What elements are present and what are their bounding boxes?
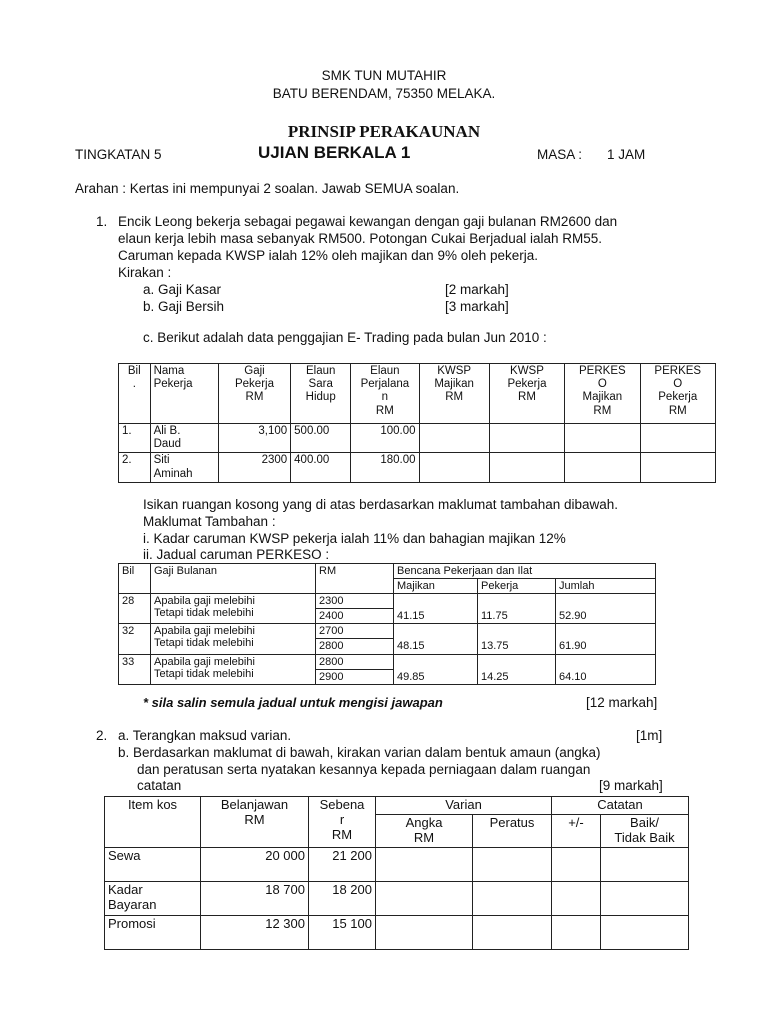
perkeso-header-pekerja: Pekerja xyxy=(478,579,556,594)
variance-item: Sewa xyxy=(105,847,201,881)
perkeso-pekerja: 14.25 xyxy=(478,654,556,684)
variance-header-sign: +/- xyxy=(552,814,601,847)
variance-item: Promosi xyxy=(105,915,201,949)
variance-header-item: Item kos xyxy=(105,797,201,848)
q1-a-marks: [2 markah] xyxy=(445,282,509,297)
payroll-header-kwsp-majikan: KWSP Majikan RM xyxy=(419,364,489,424)
subject-title: PRINSIP PERAKAUNAN xyxy=(287,122,481,141)
variance-sign-cell xyxy=(552,881,601,915)
payroll-header-perkeso-majikan: PERKES O Majikan RM xyxy=(565,364,640,424)
q1-after-line-2: Maklumat Tambahan : xyxy=(143,514,276,529)
time-label: MASA : xyxy=(537,147,583,162)
table-row xyxy=(119,594,656,609)
time-value: 1 JAM xyxy=(607,147,646,162)
q1-note-marks: [12 markah] xyxy=(586,695,658,710)
variance-header-baik: Baik/ Tidak Baik xyxy=(601,814,689,847)
variance-header-catatan: Catatan xyxy=(552,797,689,815)
perkeso-rm-to: 2900 xyxy=(316,669,394,684)
payroll-cell: Siti Aminah xyxy=(150,453,218,482)
variance-baik-cell xyxy=(601,847,689,881)
payroll-header-kwsp-pekerja: KWSP Pekerja RM xyxy=(489,364,564,424)
perkeso-gaji-cell xyxy=(151,654,316,684)
payroll-cell: 2. xyxy=(119,453,151,482)
perkeso-header-jumlah: Jumlah xyxy=(556,579,656,594)
perkeso-gaji-line-1: Apabila gaji melebihi xyxy=(154,595,255,608)
variance-peratus-cell xyxy=(473,881,552,915)
variance-header-peratus: Peratus xyxy=(473,814,552,847)
variance-sebenar: 21 200 xyxy=(309,847,376,881)
q1-line-3: Caruman kepada KWSP ialah 12% oleh majikan dan 9% oleh pekerja. xyxy=(118,248,539,263)
perkeso-gaji-line-1: Apabila gaji melebihi xyxy=(154,655,255,668)
perkeso-gaji-line-2: Tetapi tidak melebihi xyxy=(154,637,254,650)
payroll-cell: 100.00 xyxy=(351,424,419,453)
perkeso-bil: 32 xyxy=(119,624,151,654)
q1-line-2: elaun kerja lebih masa sebanyak RM500. Potongan Cukai Berjadual ialah RM55. xyxy=(118,231,603,246)
perkeso-jumlah: 61.90 xyxy=(556,624,656,654)
variance-peratus-cell xyxy=(473,915,552,949)
perkeso-header-bencana: Bencana Pekerjaan dan Ilat xyxy=(394,564,656,579)
exam-title: UJIAN BERKALA 1 xyxy=(258,143,411,162)
table-row xyxy=(119,654,656,669)
payroll-cell: 1. xyxy=(119,424,151,453)
variance-angka-cell xyxy=(376,847,473,881)
q2-b-line-3: catatan xyxy=(137,778,182,793)
variance-angka-cell xyxy=(376,881,473,915)
variance-sign-cell xyxy=(552,847,601,881)
q1-after-line-3: i. Kadar caruman KWSP pekerja ialah 11% dan bahagian majikan 12% xyxy=(143,531,566,546)
perkeso-jumlah: 64.10 xyxy=(556,654,656,684)
perkeso-majikan: 41.15 xyxy=(394,594,478,624)
q2-a-text: a. Terangkan maksud varian. xyxy=(118,728,292,743)
q2-b-marks: [9 markah] xyxy=(599,778,663,793)
perkeso-rm-from: 2700 xyxy=(316,624,394,639)
variance-item: Kadar Bayaran xyxy=(105,881,201,915)
payroll-header-perkeso-pekerja: PERKES O Pekerja RM xyxy=(640,364,715,424)
table-row xyxy=(105,881,689,915)
payroll-cell: Ali B. Daud xyxy=(150,424,218,453)
payroll-header-bil: Bil . xyxy=(119,364,151,424)
variance-angka-cell xyxy=(376,915,473,949)
table-row xyxy=(105,847,689,881)
payroll-cell xyxy=(489,453,564,482)
variance-sebenar: 18 200 xyxy=(309,881,376,915)
school-name: SMK TUN MUTAHIR xyxy=(321,68,447,83)
form-label: TINGKATAN 5 xyxy=(75,147,162,162)
variance-header-varian: Varian xyxy=(376,797,552,815)
q1-after-line-1: Isikan ruangan kosong yang di atas berdasarkan maklumat tambahan dibawah. xyxy=(143,497,619,512)
table-row xyxy=(119,424,716,453)
q1-after-line-4: ii. Jadual caruman PERKESO : xyxy=(143,547,330,562)
school-address: BATU BERENDAM, 75350 MELAKA. xyxy=(272,86,496,101)
table-row xyxy=(105,915,689,949)
q1-b-label: b. Gaji Bersih xyxy=(143,299,225,314)
perkeso-rm-to: 2800 xyxy=(316,639,394,654)
payroll-cell xyxy=(419,453,489,482)
variance-sebenar: 15 100 xyxy=(309,915,376,949)
payroll-header-gaji: Gaji Pekerja RM xyxy=(218,364,290,424)
perkeso-rm-from: 2300 xyxy=(316,594,394,609)
variance-table xyxy=(104,796,689,950)
q2-number: 2. xyxy=(96,728,108,743)
perkeso-pekerja: 13.75 xyxy=(478,624,556,654)
perkeso-header-majikan: Majikan xyxy=(394,579,478,594)
perkeso-table xyxy=(118,563,656,685)
table-row xyxy=(119,624,656,639)
payroll-cell xyxy=(640,424,715,453)
q2-a-marks: [1m] xyxy=(636,728,663,743)
perkeso-gaji-cell xyxy=(151,594,316,624)
perkeso-gaji-line-2: Tetapi tidak melebihi xyxy=(154,607,254,620)
perkeso-gaji-line-1: Apabila gaji melebihi xyxy=(154,625,255,638)
q1-a-label: a. Gaji Kasar xyxy=(143,282,222,297)
q2-b-line-1: b. Berdasarkan maklumat di bawah, kirakan varian dalam bentuk amaun (angka) xyxy=(118,745,601,760)
variance-belanjawan: 18 700 xyxy=(201,881,309,915)
variance-belanjawan: 12 300 xyxy=(201,915,309,949)
q1-line-4: Kirakan : xyxy=(118,265,172,280)
q1-c-label: c. Berikut adalah data penggajian E- Trading pada bulan Jun 2010 : xyxy=(143,330,547,345)
payroll-header-nama: Nama Pekerja xyxy=(150,364,218,424)
payroll-cell: 180.00 xyxy=(351,453,419,482)
payroll-cell xyxy=(419,424,489,453)
variance-header-belanjawan: Belanjawan RM xyxy=(201,797,309,848)
payroll-table xyxy=(118,363,716,483)
q1-line-1: Encik Leong bekerja sebagai pegawai kewangan dengan gaji bulanan RM2600 dan xyxy=(118,214,618,229)
payroll-cell xyxy=(489,424,564,453)
variance-sign-cell xyxy=(552,915,601,949)
variance-header-angka: Angka RM xyxy=(376,814,473,847)
q1-b-marks: [3 markah] xyxy=(445,299,509,314)
perkeso-majikan: 48.15 xyxy=(394,624,478,654)
perkeso-pekerja: 11.75 xyxy=(478,594,556,624)
payroll-header-elaun-sara: Elaun Sara Hidup xyxy=(291,364,351,424)
perkeso-bil: 33 xyxy=(119,654,151,684)
payroll-cell: 2300 xyxy=(218,453,290,482)
q2-b-line-2: dan peratusan serta nyatakan kesannya kepada perniagaan dalam ruangan xyxy=(137,762,591,777)
perkeso-header-gaji: Gaji Bulanan xyxy=(151,564,316,594)
payroll-cell: 3,100 xyxy=(218,424,290,453)
perkeso-jumlah: 52.90 xyxy=(556,594,656,624)
payroll-cell xyxy=(565,424,640,453)
perkeso-gaji-cell xyxy=(151,624,316,654)
payroll-header-row xyxy=(119,364,716,424)
table-row xyxy=(119,453,716,482)
q1-number: 1. xyxy=(96,214,108,229)
payroll-cell xyxy=(565,453,640,482)
variance-belanjawan: 20 000 xyxy=(201,847,309,881)
payroll-header-elaun-perjalanan: Elaun Perjalana n RM xyxy=(351,364,419,424)
instructions: Arahan : Kertas ini mempunyai 2 soalan. Jawab SEMUA soalan. xyxy=(75,181,460,196)
payroll-cell: 500.00 xyxy=(291,424,351,453)
perkeso-header-bil: Bil xyxy=(119,564,151,594)
perkeso-gaji-line-2: Tetapi tidak melebihi xyxy=(154,667,254,680)
perkeso-header-rm: RM xyxy=(316,564,394,594)
variance-baik-cell xyxy=(601,915,689,949)
perkeso-bil: 28 xyxy=(119,594,151,624)
perkeso-rm-to: 2400 xyxy=(316,609,394,624)
variance-header-sebenar: Sebena r RM xyxy=(309,797,376,848)
q1-note: * sila salin semula jadual untuk mengisi jawapan xyxy=(143,695,443,710)
perkeso-majikan: 49.85 xyxy=(394,654,478,684)
variance-peratus-cell xyxy=(473,847,552,881)
variance-baik-cell xyxy=(601,881,689,915)
payroll-cell: 400.00 xyxy=(291,453,351,482)
perkeso-rm-from: 2800 xyxy=(316,654,394,669)
payroll-cell xyxy=(640,453,715,482)
